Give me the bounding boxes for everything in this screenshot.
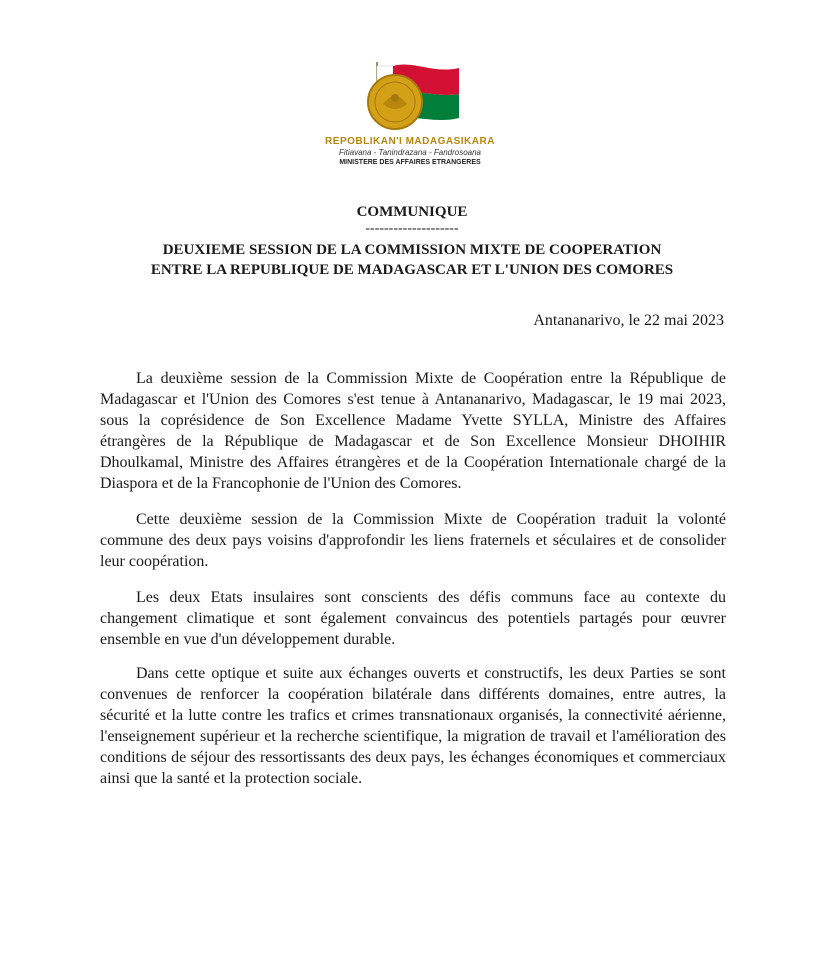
letterhead-motto: Fitiavana - Tanindrazana - Fandrosoana — [338, 148, 481, 157]
body-paragraph: Dans cette optique et suite aux échanges ouverts et constructifs, les deux Parties se sont convenues de renforcer la coopération bilatérale dans différents domaines, entre autres, la sécurité et la lutte contre les trafics et crimes transnationaux organisés, la connectivité aérienne, l'enseignement supérieur et la recherche scientifique, la migration de travail et l'amélioration des conditions de séjour des ressortissants des deux pays, les échanges économiques et commerciaux ainsi que la santé et la protection sociale. — [100, 665, 726, 787]
heading-separator: -------------------- — [365, 221, 459, 236]
letterhead-ministry: MINISTERE DES AFFAIRES ETRANGERES — [339, 159, 481, 166]
body-paragraph: Les deux Etats insulaires sont conscients des défis communs face au contexte du changement climatique et sont également convaincus des potentiels partagés pour œuvrer ensemble en vue d'un développement durable. — [100, 589, 726, 648]
letterhead-republic-name: REPOBLIKAN'I MADAGASIKARA — [325, 136, 495, 147]
body-paragraph: Cette deuxième session de la Commission Mixte de Coopération traduit la volonté commune des deux pays voisins d'approfondir les liens fraternels et séculaires et de consolider leur coopération. — [100, 511, 726, 570]
state-emblem-with-flag-icon — [355, 58, 465, 136]
document-title-line-1: DEUXIEME SESSION DE LA COMMISSION MIXTE DE COOPERATION — [162, 242, 662, 258]
document-type-heading: COMMUNIQUE — [356, 204, 468, 220]
dateline: Antananarivo, le 22 mai 2023 — [533, 312, 724, 329]
body-paragraph: La deuxième session de la Commission Mixte de Coopération entre la République de Madagascar et l'Union des Comores s'est tenue à Antananarivo, Madagascar, le 19 mai 2023, sous la coprésidence de Son Excellence Madame Yvette SYLLA, Ministre des Affaires étrangères de la République de Madagascar et de Son Excellence Monsieur DHOIHIR Dhoulkamal, Ministre des Affaires étrangères et de la Coopération Internationale chargé de la Diaspora et de la Francophonie de l'Union des Comores. — [100, 370, 726, 492]
document-title-line-2: ENTRE LA REPUBLIQUE DE MADAGASCAR ET L'UNION DES COMORES — [150, 262, 674, 278]
letterhead — [300, 58, 520, 168]
